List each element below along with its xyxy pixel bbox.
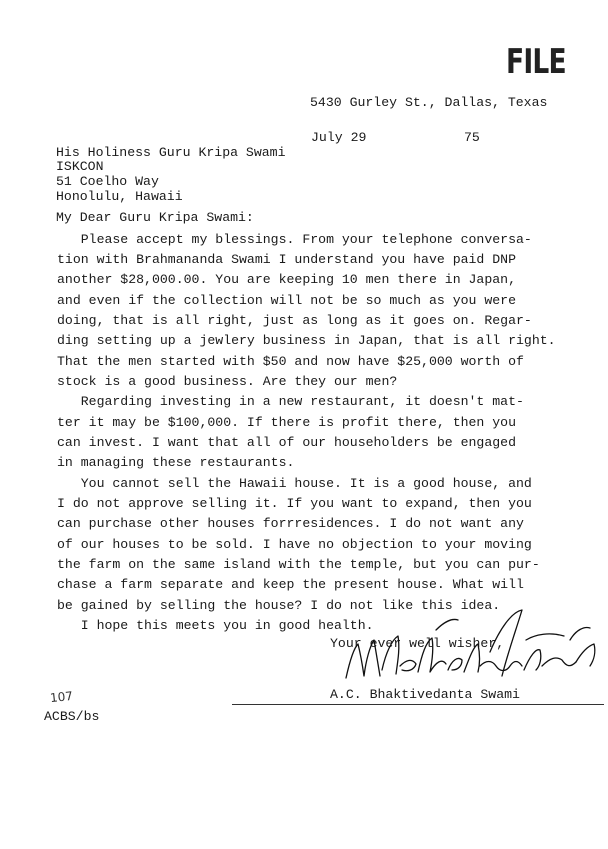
body-line: can invest. I want that all of our householders be engaged bbox=[57, 435, 516, 450]
salutation: My Dear Guru Kripa Swami: bbox=[56, 210, 254, 225]
signature-name: A.C. Bhaktivedanta Swami bbox=[330, 687, 520, 702]
body-line: tion with Brahmananda Swami I understand you have paid DNP bbox=[57, 252, 516, 267]
body-line: Please accept my blessings. From your telephone conversa- bbox=[57, 232, 532, 247]
body-line: You cannot sell the Hawaii house. It is a good house, and bbox=[57, 476, 532, 491]
body-line: another $28,000.00. You are keeping 10 men there in Japan, bbox=[57, 272, 516, 287]
body-line: stock is a good business. Are they our men? bbox=[57, 374, 398, 389]
body-line: I do not approve selling it. If you want to expand, then you bbox=[57, 496, 532, 511]
file-stamp: FILE bbox=[506, 42, 566, 82]
body-line: in managing these restaurants. bbox=[57, 455, 295, 470]
sender-address: 5430 Gurley St., Dallas, Texas bbox=[310, 95, 548, 110]
typist-initials: ACBS/bs bbox=[44, 709, 100, 724]
body-line: of our houses to be sold. I have no objection to your moving bbox=[57, 537, 532, 552]
body-line: can purchase other houses forrresidences. I do not want any bbox=[57, 516, 524, 531]
recipient-line: 51 Coelho Way bbox=[56, 174, 159, 189]
recipient-line: ISKCON bbox=[56, 159, 104, 174]
closing: Your ever well wisher, bbox=[330, 636, 505, 651]
recipient-line: Honolulu, Hawaii bbox=[56, 189, 183, 204]
handwritten-signature bbox=[340, 600, 604, 690]
body-line: ding setting up a jewlery business in Japan, that is all right. bbox=[57, 333, 556, 348]
recipient-line: His Holiness Guru Kripa Swami bbox=[56, 145, 286, 160]
body-line: Regarding investing in a new restaurant, it doesn't mat- bbox=[57, 394, 524, 409]
handwritten-note: 107 bbox=[49, 688, 74, 706]
body-line: That the men started with $50 and now have $25,000 worth of bbox=[57, 354, 524, 369]
date-month-day: July 29 bbox=[311, 130, 367, 145]
body-line: be gained by selling the house? I do not like this idea. bbox=[57, 598, 501, 613]
body-line: chase a farm separate and keep the present house. What will bbox=[57, 577, 524, 592]
signature-underline bbox=[232, 704, 604, 705]
body-line: the farm on the same island with the temple, but you can pur- bbox=[57, 557, 540, 572]
date-year: 75 bbox=[464, 130, 480, 145]
body-line: I hope this meets you in good health. bbox=[57, 618, 374, 633]
body-line: and even if the collection will not be so much as you were bbox=[57, 293, 516, 308]
body-line: ter it may be $100,000. If there is profit there, then you bbox=[57, 415, 516, 430]
body-line: doing, that is all right, just as long as it goes on. Regar- bbox=[57, 313, 532, 328]
